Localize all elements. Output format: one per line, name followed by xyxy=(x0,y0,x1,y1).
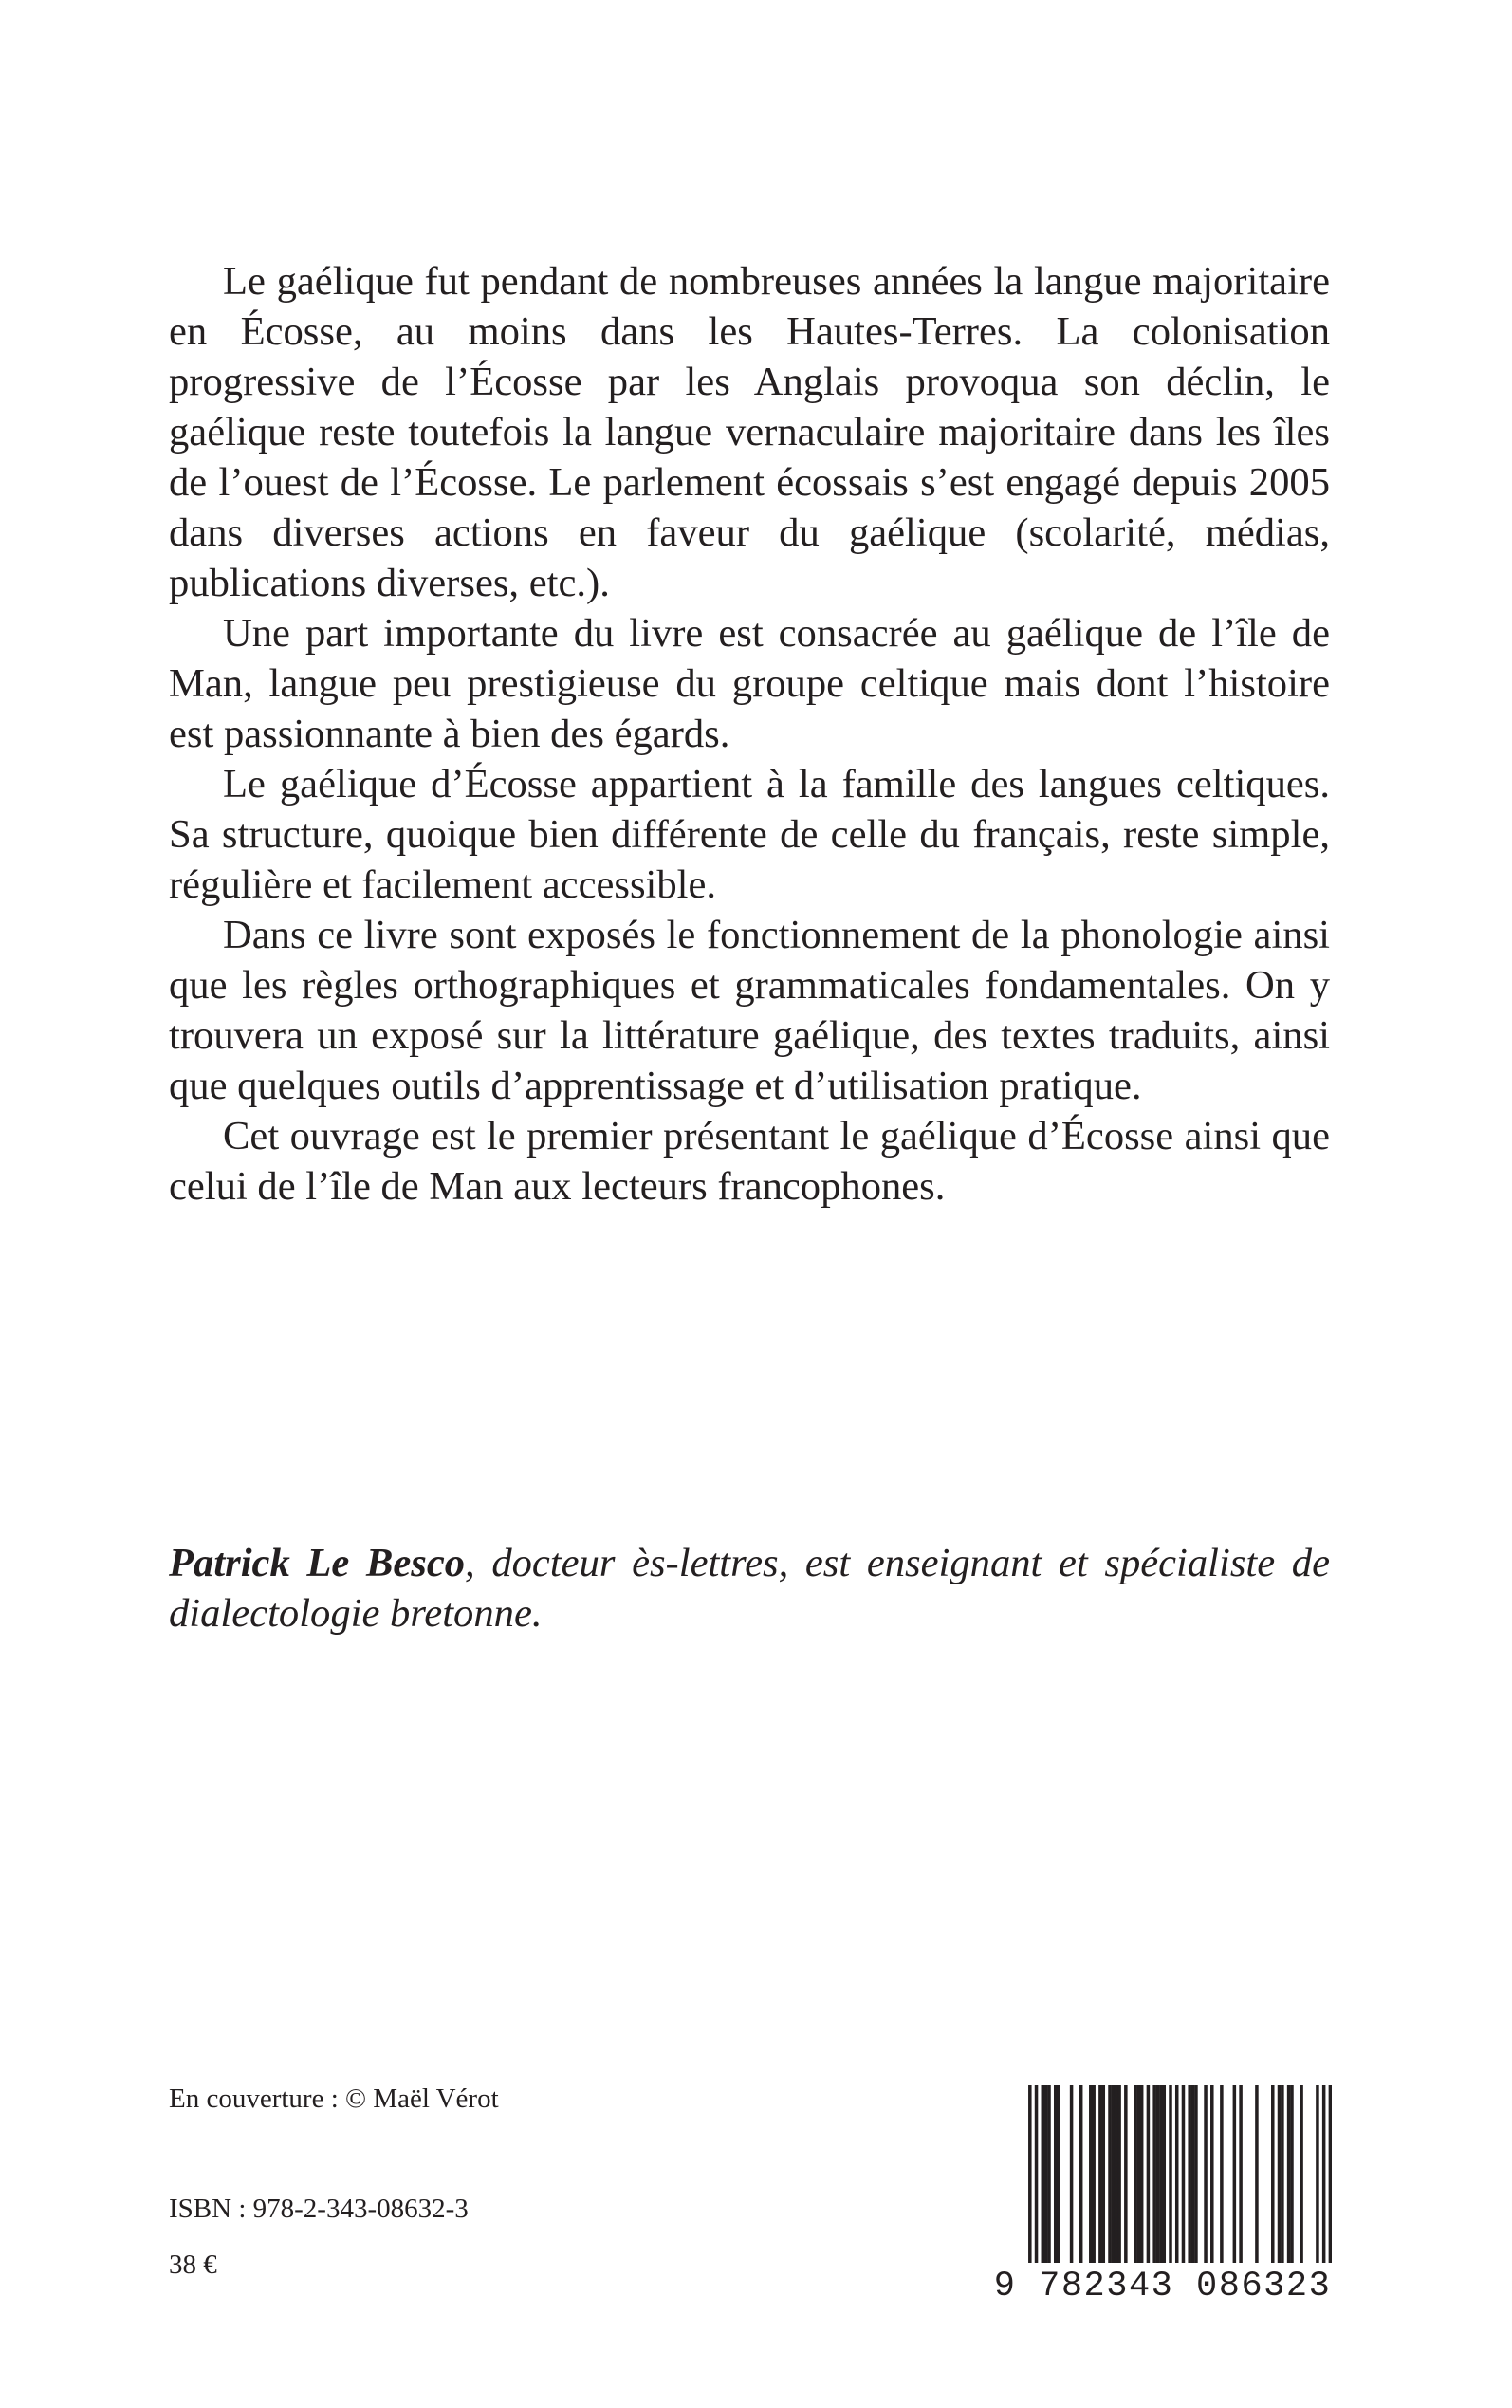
barcode-bar xyxy=(1098,2085,1102,2263)
barcode-bar xyxy=(1115,2085,1118,2263)
barcode-bar xyxy=(1092,2085,1096,2263)
barcode-bar xyxy=(1137,2085,1141,2263)
back-cover-blurb xyxy=(169,256,1330,1212)
price-text: 38 € xyxy=(169,2250,217,2280)
barcode-bar xyxy=(1124,2085,1128,2263)
barcode-bar xyxy=(1210,2085,1214,2263)
barcode-bar xyxy=(1044,2085,1048,2263)
barcode-bar xyxy=(1108,2085,1112,2263)
barcode-bar xyxy=(1156,2085,1160,2263)
barcode-bar xyxy=(1191,2085,1195,2263)
barcode-bar xyxy=(1057,2085,1060,2263)
barcode-bar xyxy=(1278,2085,1282,2263)
blurb-paragraph: Le gaélique d’Écosse appartient à la famille des langues celtiques. Sa structure, quoique bien différente de celle du français, reste simple, régulière et facilement accessible. xyxy=(169,762,1330,907)
barcode-bar xyxy=(1287,2085,1291,2263)
author-name: Patrick Le Besco xyxy=(169,1541,466,1585)
barcode-bar xyxy=(1147,2085,1151,2263)
blurb-paragraph: Dans ce livre sont exposés le fonctionnement de la phonologie ainsi que les règles orthographiques et grammaticales fondamentales. On y trouvera un exposé sur la littérature gaélique, des textes traduits, ainsi que quelques outils d’apprentissage et d’utilisation pratique. xyxy=(169,913,1330,1108)
barcode-bar xyxy=(1188,2085,1191,2263)
barcode-bar xyxy=(1134,2085,1137,2263)
barcode-bar xyxy=(1089,2085,1093,2263)
author-description: , docteur ès-lettres, est enseignant et spécialiste de dialectologie bretonne. xyxy=(169,1541,1330,1636)
barcode-bar xyxy=(1239,2085,1243,2263)
blurb-paragraph: Le gaélique fut pendant de nombreuses années la langue majoritaire en Écosse, au moins dans les Hautes-Terres. La colonisation progressive de l’Écosse par les Anglais provoqua son déclin, le gaélique reste toutefois la langue vernaculaire majoritaire dans les îles de l’ouest de l’Écosse. Le parlement écossais s’est engagé depuis 2005 dans diverses actions en faveur du gaélique (scolarité, médias, publications diverses, etc.). xyxy=(169,259,1330,605)
barcode-bar xyxy=(1204,2085,1208,2263)
barcode-bar xyxy=(1271,2085,1275,2263)
barcode-bar xyxy=(1102,2085,1106,2263)
barcode-bar xyxy=(1220,2085,1224,2263)
barcode-bar xyxy=(1054,2085,1058,2263)
barcode-bar xyxy=(1300,2085,1303,2263)
barcode-bar xyxy=(1290,2085,1294,2263)
barcode-digits: 9 782343 086323 xyxy=(993,2263,1332,2310)
blurb-paragraph: Cet ouvrage est le premier présentant le gaélique d’Écosse ainsi que celui de l’île de Man aux lecteurs francophones. xyxy=(169,1114,1330,1209)
barcode-bar xyxy=(1281,2085,1284,2263)
cover-credit: En couverture : © Maël Vérot xyxy=(169,2084,499,2114)
barcode-bar xyxy=(1169,2085,1172,2263)
barcode-bar xyxy=(1112,2085,1116,2263)
barcode-bar xyxy=(1159,2085,1163,2263)
blurb-paragraph: Une part importante du livre est consacrée au gaélique de l’île de Man, langue peu prestigieuse du groupe celtique mais dont l’histoire est passionnante à bien des égards. xyxy=(169,611,1330,756)
author-bio xyxy=(169,1538,1330,1639)
barcode-bar xyxy=(1255,2085,1259,2263)
barcode-bar xyxy=(1070,2085,1074,2263)
barcode-bar xyxy=(1047,2085,1051,2263)
barcode-bar xyxy=(1079,2085,1083,2263)
barcode-bar xyxy=(1042,2085,1045,2263)
barcode-bar xyxy=(1152,2085,1156,2263)
isbn-text: ISBN : 978-2-343-08632-3 xyxy=(169,2194,469,2224)
barcode-bar xyxy=(1140,2085,1144,2263)
barcode-bar xyxy=(1194,2085,1198,2263)
barcode-bar xyxy=(1233,2085,1237,2263)
barcode-bar xyxy=(1163,2085,1167,2263)
barcode-bar xyxy=(1117,2085,1121,2263)
barcode-bar xyxy=(1316,2085,1319,2263)
